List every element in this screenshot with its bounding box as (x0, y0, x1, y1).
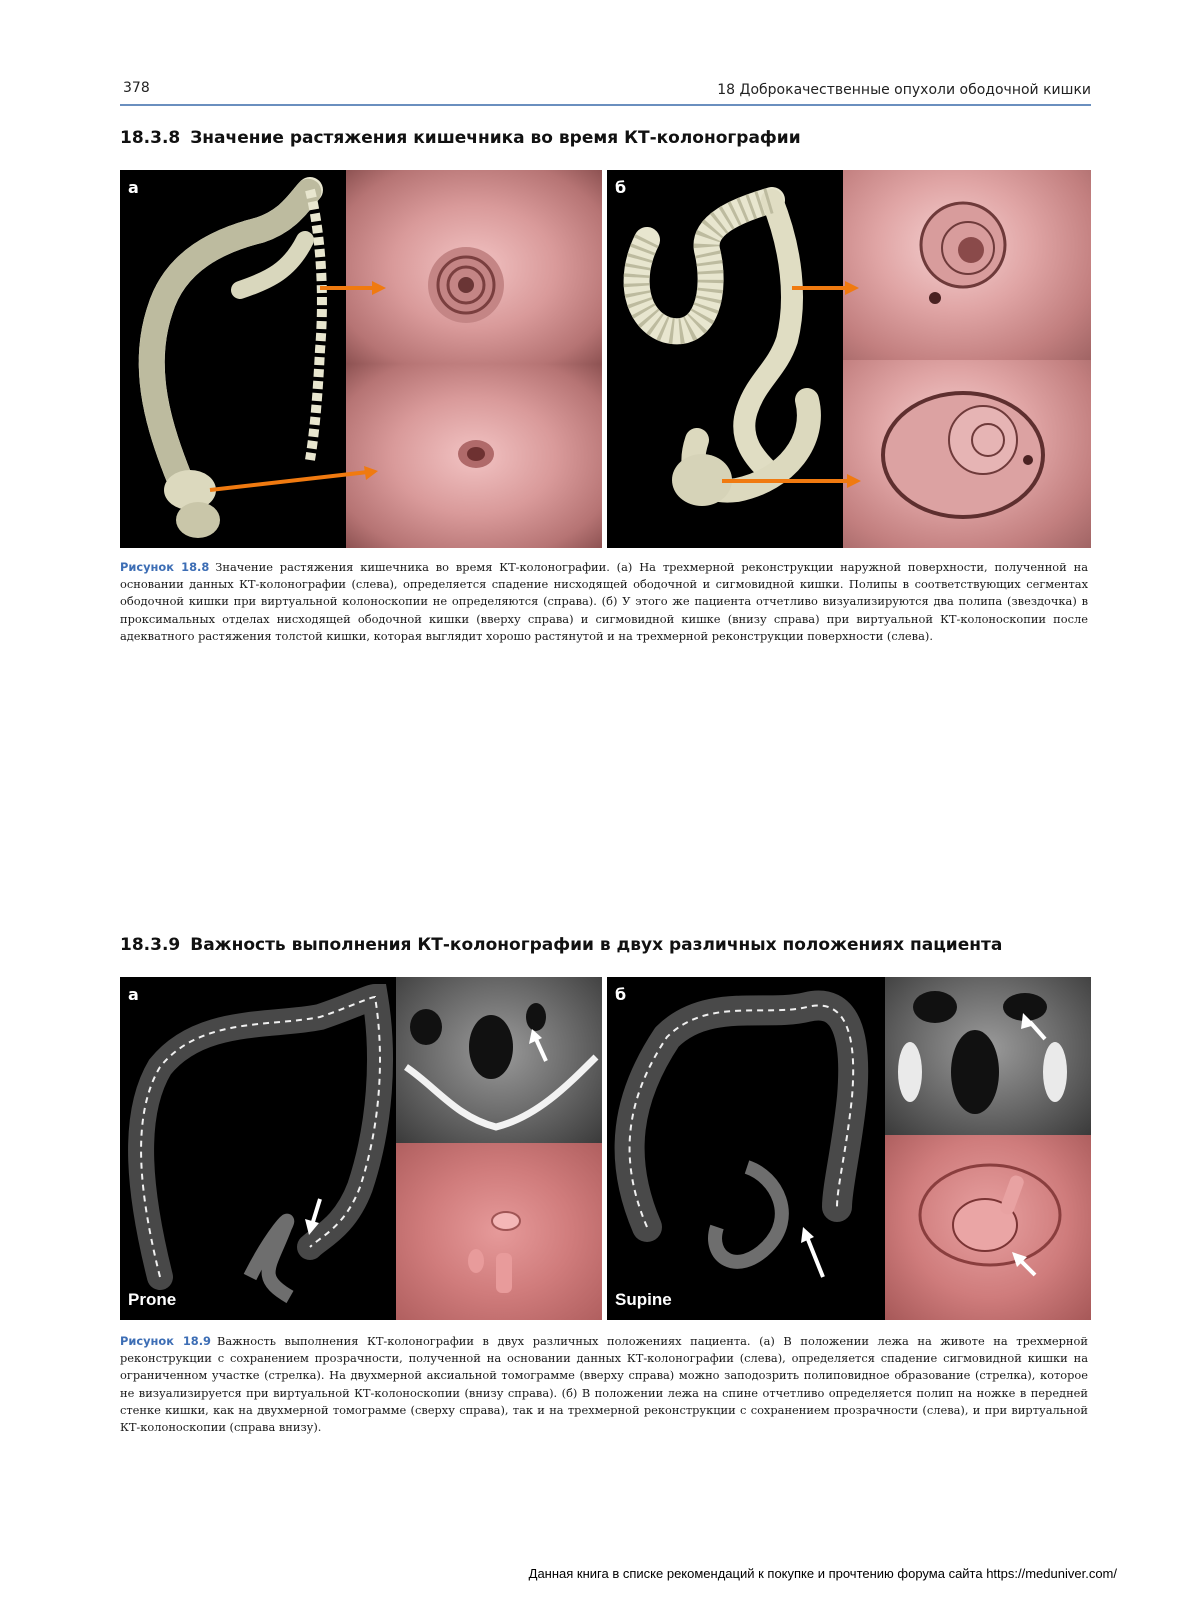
caption-text: Важность выполнения КТ-колонографии в двух различных положениях пациента. (а) В положении лежа на животе на трехмерной реконструкции с сохранением прозрачности, полученной на основании данных КТ-колонографии (слева), определяется спадение сигмовидной кишки на ограниченном участке (стрелка). На двухмерной аксиальной томограмме (вверху справа) можно заподозрить полиповидное образование (стрелка), которое не визуализируется при виртуальной КТ-колоноскопии (внизу справа). (б) В положении лежа на спине отчетливо определяется полип на ножке в передней стенке кишки, как на двухмерной томограмме (сверху справа), так и на трехмерной реконструкции с сохранением прозрачности (слева), и при виртуальной КТ-колоноскопии (справа внизу). (120, 1334, 1088, 1435)
ct-image (885, 977, 1091, 1135)
arrows-overlay (120, 170, 602, 548)
position-label: Supine (615, 1290, 672, 1309)
caption-text: Значение растяжения кишечника во время КТ-колонографии. (а) На трехмерной реконструкции наружной поверхности, полученной на основании данных КТ-колонографии (слева), определяется спадение нисходящей ободочной и сигмовидной кишки. Полипы в соответствующих сегментах ободочной кишки при виртуальной колоноскопии не определяются (справа). (б) У этого же пациента отчетливо визуализируются два полипа (звездочка) в проксимальных отделах нисходящей ободочной кишки (вверху справа) и сигмовидной кишке (внизу справа) при виртуальной КТ-колоноскопии после адекватного растяжения толстой кишки, которая выглядит хорошо растянутой и на трехмерной реконструкции поверхности (слева). (120, 560, 1088, 643)
arrows-overlay (607, 170, 1091, 548)
virtual-colonoscopy (396, 1143, 602, 1320)
colon-translucent-image (120, 977, 396, 1320)
white-arrow (807, 1237, 823, 1277)
virtual-colonoscopy (885, 1135, 1091, 1320)
white-arrow (312, 1199, 320, 1225)
figure-18-9-caption (120, 1333, 1088, 1436)
colon-lumen-image (885, 1135, 1091, 1320)
header-divider (120, 104, 1091, 106)
page-number: 378 (123, 80, 150, 96)
figure-18-8-panel-a (120, 170, 602, 548)
figure-18-9-panel-a (120, 977, 602, 1320)
figure-label: Рисунок 18.8 (120, 560, 210, 574)
panel-letter: а (128, 178, 139, 197)
translucent-3d-reconstruction (120, 977, 396, 1320)
panel-letter: а (128, 985, 139, 1004)
ct-image (396, 977, 602, 1143)
section-number: 18.3.8 (120, 128, 181, 148)
colon-translucent-image (607, 977, 885, 1320)
section-heading-18-3-8 (120, 128, 801, 148)
figure-label: Рисунок 18.9 (120, 1334, 211, 1348)
translucent-3d-reconstruction (607, 977, 885, 1320)
panel-letter: б (615, 178, 627, 197)
white-arrow (536, 1039, 546, 1061)
section-title: Важность выполнения КТ-колонографии в двух различных положениях пациента (190, 935, 1003, 955)
colon-lumen-image (396, 1143, 602, 1320)
footer-note: Данная книга в списке рекомендаций к покупке и прочтению форума сайта https://meduniver.com/ (528, 1566, 1117, 1581)
section-number: 18.3.9 (120, 935, 181, 955)
figure-18-8-panel-b (607, 170, 1091, 548)
orange-arrow (210, 472, 368, 490)
axial-ct-slice (885, 977, 1091, 1135)
figure-18-8-caption (120, 559, 1088, 645)
position-label: Prone (128, 1290, 177, 1309)
panel-letter: б (615, 985, 627, 1004)
section-heading-18-3-9 (120, 935, 1002, 955)
section-title: Значение растяжения кишечника во время КТ-колонографии (190, 128, 801, 148)
white-arrow (1020, 1260, 1035, 1275)
axial-ct-slice (396, 977, 602, 1143)
figure-18-9-panel-b (607, 977, 1091, 1320)
chapter-title: 18 Доброкачественные опухоли ободочной кишки (717, 82, 1091, 98)
